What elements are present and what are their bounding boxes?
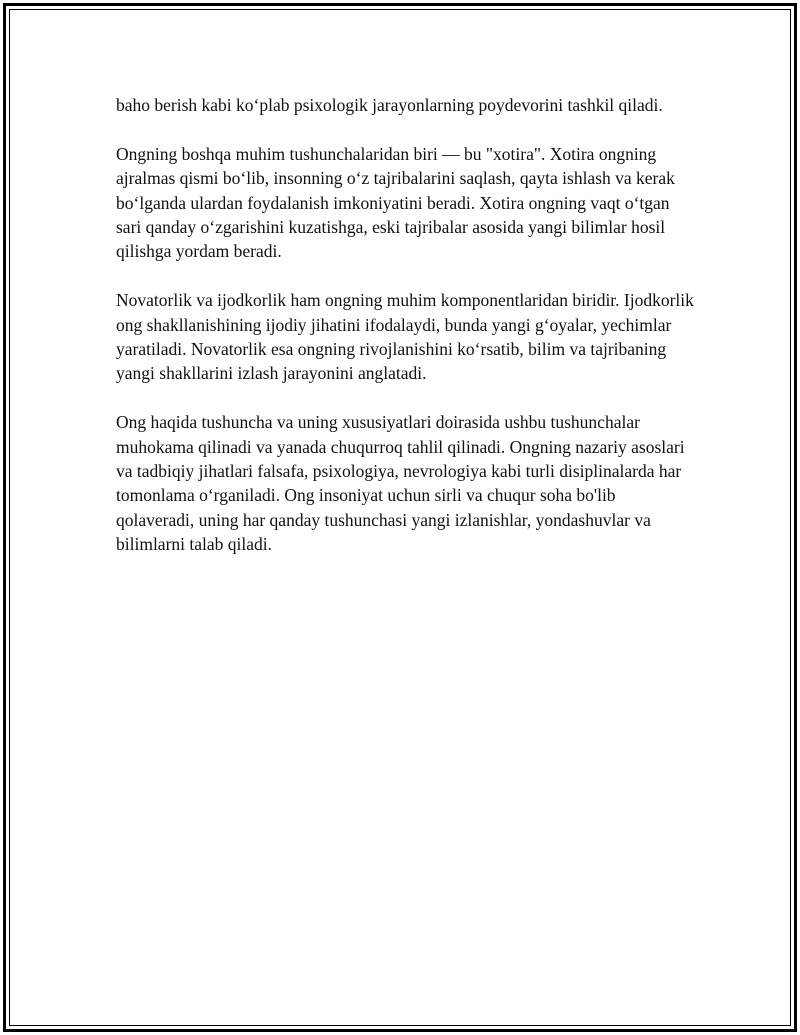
paragraph-2: Ongning boshqa muhim tushunchalaridan biri — bu "xotira". Xotira ongning ajralmas qismi bo‘lib, insonning o‘z tajribalarini saqlash, qayta ishlash va kerak bo‘lganda ulardan foydalanish imkoniyatini beradi. Xotira ongning vaqt o‘tgan sari qanday o‘zgarishini kuzatishga, eski tajribalar asosida yangi bilimlar hosil qilishga yordam beradi. bbox=[116, 143, 675, 262]
document-body bbox=[116, 93, 696, 581]
paragraph-1: baho berish kabi ko‘plab psixologik jarayonlarning poydevorini tashkil qiladi. bbox=[116, 95, 663, 115]
paragraph-3: Novatorlik va ijodkorlik ham ongning muhim komponentlaridan biridir. Ijodkorlik ong shakllanishining ijodiy jihatini ifodalaydi, bunda yangi g‘oyalar, yechimlar yaratiladi. Novatorlik esa ongning rivojlanishini ko‘rsatib, bilim va tajribaning yangi shakllarini izlash jarayonini anglatadi. bbox=[116, 290, 694, 384]
paragraph-4: Ong haqida tushuncha va uning xususiyatlari doirasida ushbu tushunchalar muhokama qilinadi va yanada chuqurroq tahlil qilinadi. Ongning nazariy asoslari va tadbiqiy jihatlari falsafa, psixologiya, nevrologiya kabi turli disiplinalarda har tomonlama o‘rganiladi. Ong insoniyat uchun sirli va chuqur soha bo'lib qolaveradi, uning har qanday tushunchasi yangi izlanishlar, yondashuvlar va bilimlarni talab qiladi. bbox=[116, 412, 685, 555]
document-page bbox=[3, 3, 797, 1032]
